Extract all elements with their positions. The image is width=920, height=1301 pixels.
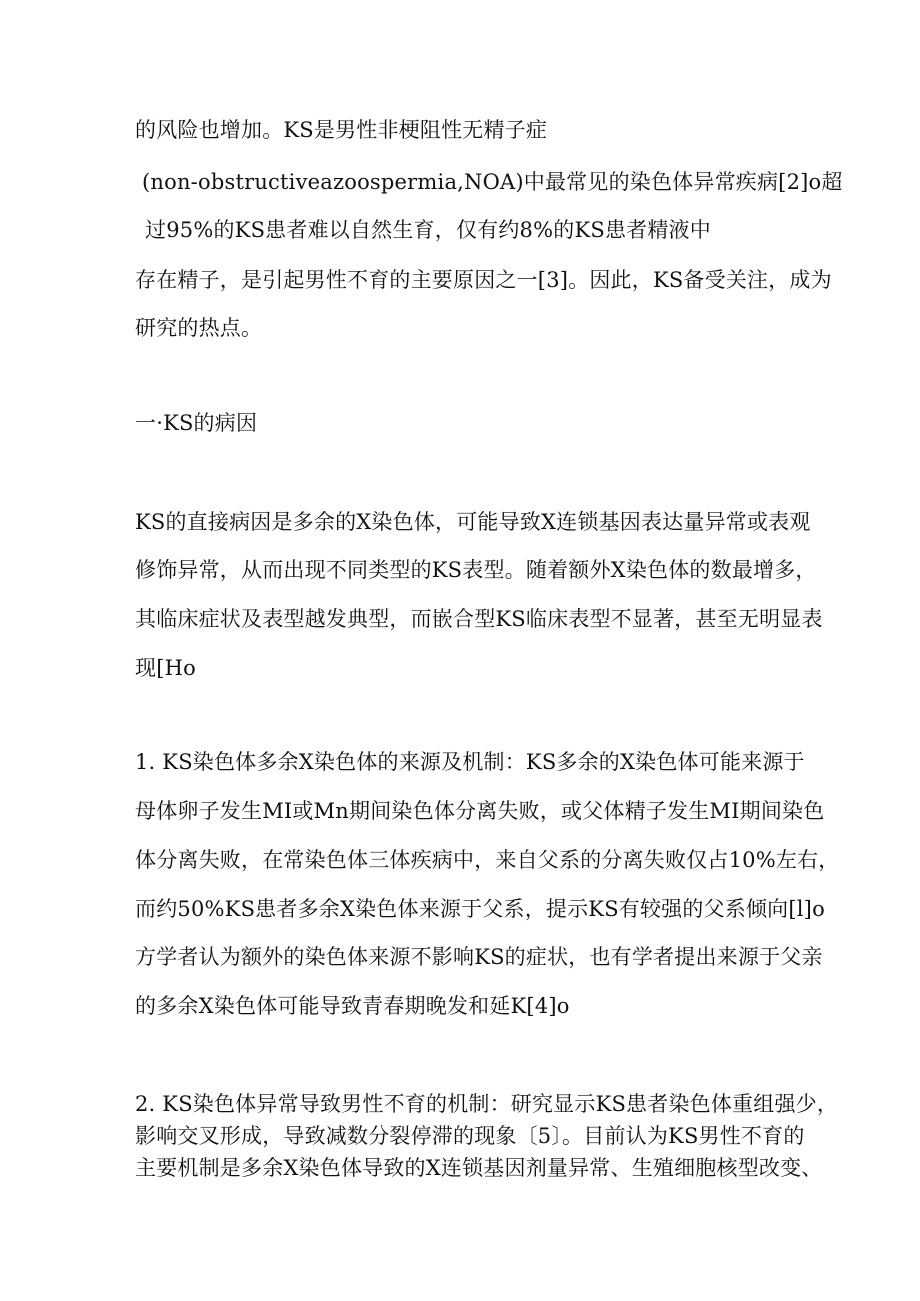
item1-line-5: 方学者认为额外的染色体来源不影响KS的症状，也有学者提出来源于父亲 [135, 945, 823, 969]
item2-line-1: 2. KS染色体异常导致男性不育的机制：研究显示KS患者染色体重组强少， [135, 1092, 839, 1116]
cause-line-2: 修饰异常，从而出现不同类型的KS表型。随着额外X染色体的数最增多， [135, 558, 817, 582]
section-heading: 一·KS的病因 [135, 411, 258, 435]
item1-line-1: 1. KS染色体多余X染色体的来源及机制：KS多余的X染色体可能来源于 [135, 750, 805, 774]
item1-line-6: 的多余X染色体可能导致青春期晚发和延K[4]o [135, 994, 570, 1018]
intro-line-4: 存在精子，是引起男性不育的主要原因之一[3]。因此，KS备受关注，成为 [135, 268, 832, 292]
item1-line-2: 母体卵子发生MI或Mn期间染色体分离失败，或父体精子发生MI期间染色 [135, 799, 825, 823]
cause-line-1: KS的直接病因是多余的X染色体，可能导致X连锁基因表达量异常或表观 [135, 510, 811, 534]
item2-line-2: 影响交叉形成，导致减数分裂停滞的现象〔5〕。目前认为KS男性不育的 [135, 1124, 805, 1148]
item1-line-4: 而约50%KS患者多余X染色体来源于父系，提示KS有较强的父系倾向[l]o [135, 897, 825, 921]
cause-line-3: 其临床症状及表型越发典型，而嵌合型KS临床表型不显著，甚至无明显表 [135, 607, 823, 631]
intro-line-3: 过95%的KS患者难以自然生育，仅有约8%的KS患者精液中 [145, 218, 711, 242]
intro-line-1: 的风险也增加。KS是男性非梗阻性无精子症 [135, 118, 548, 142]
item2-line-3: 主要机制是多余X染色体导致的X连锁基因剂量异常、生殖细胞核型改变、 [135, 1156, 823, 1180]
cause-line-4: 现[Ho [135, 656, 196, 680]
intro-line-5: 研究的热点。 [135, 316, 263, 340]
intro-line-2: (non-obstructiveazoospermia,NOA)中最常见的染色体异常疾病[2]o超 [142, 170, 843, 194]
item1-line-3: 体分离失败，在常染色体三体疾病中，来自父系的分离失败仅占10%左右， [135, 848, 840, 872]
